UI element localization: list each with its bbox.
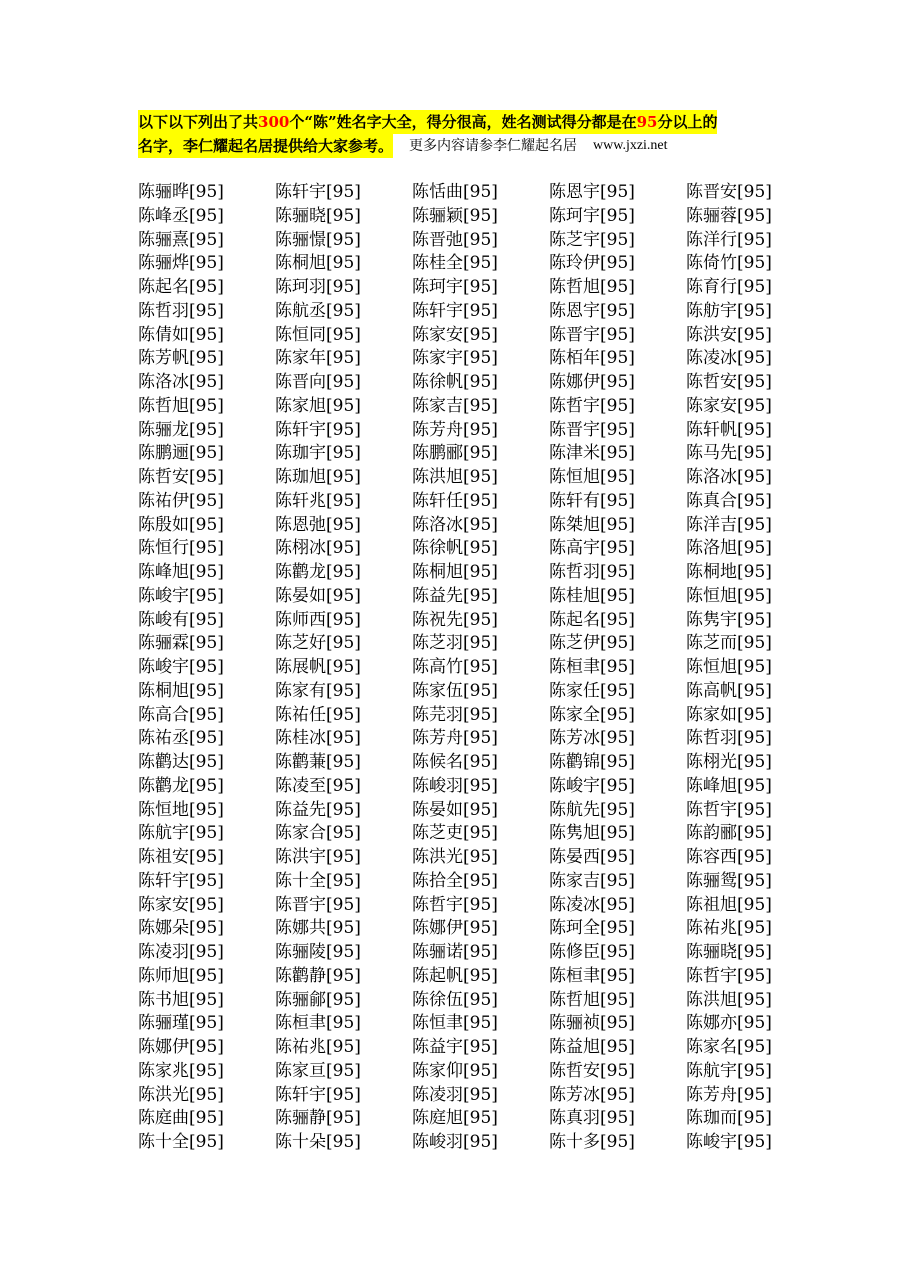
header-line-1: [138, 110, 778, 134]
name-row: [138, 276, 788, 300]
name-row: [138, 371, 788, 395]
name-entry: 陈恩弛[95]: [275, 514, 361, 535]
name-entry: 陈哲羽[95]: [686, 728, 772, 749]
name-row: [138, 609, 788, 633]
name-row: [138, 1131, 788, 1155]
name-entry: 陈庭曲[95]: [138, 1108, 224, 1129]
name-entry: 陈桓聿[95]: [549, 965, 635, 986]
name-entry: 陈鹳龙[95]: [275, 562, 361, 582]
name-entry: 陈骊瑾[95]: [138, 1013, 224, 1034]
name-entry: 陈轩兆[95]: [275, 490, 361, 511]
name-entry: 陈真合[95]: [686, 490, 772, 511]
name-entry: 陈隽宇[95]: [686, 609, 772, 630]
name-entry: 陈徐帆[95]: [412, 538, 498, 559]
name-entry: 陈骊憬[95]: [275, 229, 361, 250]
name-entry: 陈晏如[95]: [275, 585, 361, 606]
name-entry: 陈栩光[95]: [686, 752, 772, 772]
name-row: [138, 680, 788, 704]
name-entry: 陈祐兆[95]: [686, 918, 772, 939]
name-entry: 陈凌羽[95]: [138, 942, 224, 962]
name-entry: 陈家旭[95]: [275, 395, 361, 416]
name-entry: 陈峰旭[95]: [686, 775, 772, 796]
name-entry: 陈晋弛[95]: [412, 229, 498, 250]
name-row: [138, 846, 788, 870]
name-row: [138, 751, 788, 775]
name-entry: 陈芳舟[95]: [412, 728, 498, 749]
name-entry: 陈哲羽[95]: [138, 300, 224, 321]
name-entry: 陈晋向[95]: [275, 372, 361, 392]
name-entry: 陈高竹[95]: [412, 657, 498, 677]
name-entry: 陈恒行[95]: [138, 538, 224, 559]
name-entry: 陈哲宇[95]: [412, 894, 498, 915]
name-entry: 陈骊晔[95]: [138, 182, 224, 202]
more-content-text: 更多内容请参李仁耀起名居: [409, 138, 578, 154]
name-row: [138, 252, 788, 276]
name-entry: 陈益宇[95]: [412, 1037, 498, 1057]
name-entry: 陈骊晓[95]: [275, 205, 361, 226]
name-entry: 陈轩宇[95]: [275, 419, 361, 440]
name-entry: 陈益先[95]: [275, 799, 361, 820]
name-entry: 陈轩有[95]: [549, 490, 635, 511]
name-entry: 陈晋宇[95]: [275, 894, 361, 915]
name-entry: 陈桂旭[95]: [549, 585, 635, 606]
name-entry: 陈韵郦[95]: [686, 823, 772, 844]
name-row: [138, 870, 788, 894]
name-entry: 陈栩冰[95]: [275, 538, 361, 559]
name-entry: 陈书旭[95]: [138, 989, 224, 1010]
name-row: [138, 965, 788, 989]
name-entry: 陈桐旭[95]: [275, 253, 361, 274]
name-entry: 陈修臣[95]: [549, 942, 635, 962]
name-entry: 陈恒旭[95]: [549, 467, 635, 487]
name-row: [138, 704, 788, 728]
name-entry: 陈师旭[95]: [138, 965, 224, 986]
name-entry: 陈津米[95]: [549, 443, 635, 464]
name-entry: 陈家亘[95]: [275, 1060, 361, 1081]
name-row: [138, 1107, 788, 1131]
header-prefix: 以下以下列出了共: [138, 113, 259, 131]
name-entry: 陈芳冰[95]: [549, 1084, 635, 1105]
name-row: [138, 537, 788, 561]
name-entry: 陈洋行[95]: [686, 229, 772, 250]
name-entry: 陈芝羽[95]: [412, 633, 498, 654]
name-entry: 陈芳冰[95]: [549, 728, 635, 749]
header-highlight-1: [138, 110, 717, 134]
name-entry: 陈娜共[95]: [275, 918, 361, 939]
header-line-2: [138, 134, 778, 158]
name-entry: 陈骊霖[95]: [138, 633, 224, 654]
name-entry: 陈骊龙[95]: [138, 419, 224, 440]
name-entry: 陈家安[95]: [412, 324, 498, 345]
name-entry: 陈展帆[95]: [275, 657, 361, 677]
name-row: [138, 775, 788, 799]
name-entry: 陈师西[95]: [275, 609, 361, 630]
name-entry: 陈十朵[95]: [275, 1132, 361, 1152]
name-entry: 陈晏西[95]: [549, 847, 635, 867]
name-entry: 陈芳舟[95]: [412, 419, 498, 440]
name-entry: 陈骊颖[95]: [412, 205, 498, 226]
name-entry: 陈殷如[95]: [138, 514, 224, 535]
name-row: [138, 324, 788, 348]
name-entry: 陈桐旭[95]: [138, 680, 224, 701]
header-highlight-2: 名字，李仁耀起名居提供给大家参考。: [138, 134, 393, 158]
name-row: [138, 490, 788, 514]
name-entry: 陈祖旭[95]: [686, 894, 772, 915]
name-entry: 陈容西[95]: [686, 847, 772, 867]
name-entry: 陈家宇[95]: [412, 348, 498, 369]
name-entry: 陈航先[95]: [549, 799, 635, 820]
name-entry: 陈哲旭[95]: [138, 395, 224, 416]
name-entry: 陈洪光[95]: [412, 847, 498, 867]
name-entry: 陈娜伊[95]: [138, 1037, 224, 1057]
name-entry: 陈家安[95]: [138, 894, 224, 915]
name-entry: 陈洪宇[95]: [275, 847, 361, 867]
name-entry: 陈珂全[95]: [549, 918, 635, 939]
name-row: [138, 1036, 788, 1060]
document-header: [138, 110, 778, 158]
name-entry: 陈珂宇[95]: [412, 277, 498, 297]
name-row: [138, 442, 788, 466]
name-entry: 陈骊鸳[95]: [686, 870, 772, 891]
name-entry: 陈恩宇[95]: [549, 182, 635, 202]
name-entry: 陈哲宇[95]: [549, 395, 635, 416]
name-entry: 陈芝而[95]: [686, 633, 772, 654]
name-row: [138, 466, 788, 490]
name-entry: 陈桀旭[95]: [549, 514, 635, 535]
name-entry: 陈家如[95]: [686, 704, 772, 725]
name-entry: 陈祝先[95]: [412, 609, 498, 630]
name-entry: 陈家仰[95]: [412, 1060, 498, 1081]
name-entry: 陈十多[95]: [549, 1132, 635, 1152]
name-entry: 陈恒地[95]: [138, 799, 224, 820]
name-entry: 陈起名[95]: [138, 277, 224, 297]
name-entry: 陈哲安[95]: [686, 372, 772, 392]
name-entry: 陈徐伍[95]: [412, 989, 498, 1010]
name-entry: 陈祐兆[95]: [275, 1037, 361, 1057]
name-entry: 陈恒旭[95]: [686, 585, 772, 606]
name-entry: 陈栢年[95]: [549, 348, 635, 369]
name-entry: 陈隽旭[95]: [549, 823, 635, 844]
name-entry: 陈峻宇[95]: [138, 657, 224, 677]
name-row: [138, 205, 788, 229]
name-entry: 陈育行[95]: [686, 277, 772, 297]
name-entry: 陈桐旭[95]: [412, 562, 498, 582]
name-entry: 陈珈旭[95]: [275, 467, 361, 487]
name-entry: 陈娜朵[95]: [138, 918, 224, 939]
name-entry: 陈桓聿[95]: [275, 1013, 361, 1034]
name-entry: 陈高合[95]: [138, 704, 224, 725]
name-entry: 陈珈而[95]: [686, 1108, 772, 1129]
name-entry: 陈骊诺[95]: [412, 942, 498, 962]
name-entry: 陈航宇[95]: [138, 823, 224, 844]
name-entry: 陈峻宇[95]: [138, 585, 224, 606]
name-entry: 陈益旭[95]: [549, 1037, 635, 1057]
name-entry: 陈高帆[95]: [686, 680, 772, 701]
name-entry: 陈益先[95]: [412, 585, 498, 606]
name-row: [138, 1012, 788, 1036]
name-entry: 陈鹳龙[95]: [138, 775, 224, 796]
name-row: [138, 822, 788, 846]
name-entry: 陈十全[95]: [138, 1132, 224, 1152]
name-entry: 陈轩帆[95]: [686, 419, 772, 440]
name-entry: 陈恒同[95]: [275, 324, 361, 345]
name-entry: 陈家任[95]: [549, 680, 635, 701]
name-entry: 陈轩宇[95]: [138, 870, 224, 891]
name-entry: 陈家吉[95]: [412, 395, 498, 416]
name-entry: 陈哲羽[95]: [549, 562, 635, 582]
name-entry: 陈桂冰[95]: [275, 728, 361, 749]
name-entry: 陈家有[95]: [275, 680, 361, 701]
name-entry: 陈桂全[95]: [412, 253, 498, 274]
name-entry: 陈洛冰[95]: [138, 372, 224, 392]
name-row: [138, 514, 788, 538]
name-entry: 陈祐伊[95]: [138, 490, 224, 511]
name-entry: 陈芫羽[95]: [412, 704, 498, 725]
name-entry: 陈芝伊[95]: [549, 633, 635, 654]
name-entry: 陈家兆[95]: [138, 1060, 224, 1081]
name-entry: 陈晏如[95]: [412, 799, 498, 820]
name-entry: 陈芝好[95]: [275, 633, 361, 654]
name-row: [138, 561, 788, 585]
name-entry: 陈哲宇[95]: [686, 799, 772, 820]
name-entry: 陈骊烨[95]: [138, 253, 224, 274]
name-entry: 陈徐帆[95]: [412, 372, 498, 392]
name-row: [138, 799, 788, 823]
name-entry: 陈真羽[95]: [549, 1108, 635, 1129]
name-entry: 陈晋宇[95]: [549, 419, 635, 440]
name-entry: 陈高宇[95]: [549, 538, 635, 559]
name-entry: 陈鹏逦[95]: [138, 443, 224, 464]
name-entry: 陈家名[95]: [686, 1037, 772, 1057]
name-entry: 陈芳帆[95]: [138, 348, 224, 369]
name-row: [138, 419, 788, 443]
name-entry: 陈恒旭[95]: [686, 657, 772, 677]
name-entry: 陈家全[95]: [549, 704, 635, 725]
name-entry: 陈鹏郦[95]: [412, 443, 498, 464]
name-entry: 陈鹳静[95]: [275, 965, 361, 986]
name-entry: 陈骊陵[95]: [275, 942, 361, 962]
name-entry: 陈娜伊[95]: [549, 372, 635, 392]
name-entry: 陈家年[95]: [275, 348, 361, 369]
name-entry: 陈家安[95]: [686, 395, 772, 416]
header-suffix: 分以上的: [657, 113, 718, 131]
score-threshold: 95: [636, 113, 658, 131]
name-entry: 陈娜伊[95]: [412, 918, 498, 939]
name-entry: 陈凌羽[95]: [412, 1084, 498, 1105]
name-entry: 陈航丞[95]: [275, 300, 361, 321]
name-entry: 陈洪旭[95]: [686, 989, 772, 1010]
name-entry: 陈洪安[95]: [686, 324, 772, 345]
name-entry: 陈晋安[95]: [686, 182, 772, 202]
name-entry: 陈桓聿[95]: [549, 657, 635, 677]
name-entry: 陈祐任[95]: [275, 704, 361, 725]
name-entry: 陈恒聿[95]: [412, 1013, 498, 1034]
name-entry: 陈洛冰[95]: [412, 514, 498, 535]
name-entry: 陈峻宇[95]: [686, 1132, 772, 1152]
name-entry: 陈玲伊[95]: [549, 253, 635, 274]
name-entry: 陈哲旭[95]: [549, 277, 635, 297]
name-row: [138, 917, 788, 941]
name-entry: 陈恬曲[95]: [412, 182, 498, 202]
name-entry: 陈候名[95]: [412, 752, 498, 772]
name-row: [138, 395, 788, 419]
name-entry: 陈骊鄃[95]: [275, 989, 361, 1010]
name-entry: 陈祐丞[95]: [138, 728, 224, 749]
name-entry: 陈芝吏[95]: [412, 823, 498, 844]
name-entry: 陈晋宇[95]: [549, 324, 635, 345]
name-entry: 陈骊祯[95]: [549, 1013, 635, 1034]
name-entry: 陈峻宇[95]: [549, 775, 635, 796]
name-entry: 陈珈宇[95]: [275, 443, 361, 464]
name-row: [138, 894, 788, 918]
name-row: [138, 941, 788, 965]
name-entry: 陈洋吉[95]: [686, 514, 772, 535]
name-entry: 陈芳舟[95]: [686, 1084, 772, 1105]
name-grid: [138, 181, 788, 1155]
name-entry: 陈家伍[95]: [412, 680, 498, 701]
name-entry: 陈轩宇[95]: [412, 300, 498, 321]
name-entry: 陈起名[95]: [549, 609, 635, 630]
name-entry: 陈祖安[95]: [138, 847, 224, 867]
name-entry: 陈峻羽[95]: [412, 1132, 498, 1152]
name-entry: 陈鹳锦[95]: [549, 752, 635, 772]
name-entry: 陈峻羽[95]: [412, 775, 498, 796]
name-row: [138, 656, 788, 680]
name-entry: 陈洪光[95]: [138, 1084, 224, 1105]
name-row: [138, 347, 788, 371]
name-row: [138, 632, 788, 656]
name-entry: 陈骊熹[95]: [138, 229, 224, 250]
name-entry: 陈拾全[95]: [412, 870, 498, 891]
name-entry: 陈航宇[95]: [686, 1060, 772, 1081]
name-entry: 陈峻有[95]: [138, 609, 224, 630]
name-entry: 陈芝宇[95]: [549, 229, 635, 250]
name-entry: 陈娜亦[95]: [686, 1013, 772, 1034]
name-row: [138, 585, 788, 609]
name-entry: 陈恩宇[95]: [549, 300, 635, 321]
name-entry: 陈骊晓[95]: [686, 942, 772, 962]
name-row: [138, 300, 788, 324]
name-entry: 陈骊蓉[95]: [686, 205, 772, 226]
name-entry: 陈洛冰[95]: [686, 467, 772, 487]
name-entry: 陈哲宇[95]: [686, 965, 772, 986]
name-entry: 陈珂宇[95]: [549, 205, 635, 226]
name-entry: 陈凌冰[95]: [549, 894, 635, 915]
name-entry: 陈凌冰[95]: [686, 348, 772, 369]
name-entry: 陈舫宇[95]: [686, 300, 772, 321]
name-entry: 陈哲安[95]: [138, 467, 224, 487]
name-entry: 陈桐地[95]: [686, 562, 772, 582]
name-entry: 陈峰旭[95]: [138, 562, 224, 582]
header-mid: 个“陈”姓名字大全，得分很高，姓名测试得分都是在: [289, 113, 637, 131]
name-entry: 陈马先[95]: [686, 443, 772, 464]
name-entry: 陈倩如[95]: [138, 324, 224, 345]
name-entry: 陈鹳达[95]: [138, 752, 224, 772]
name-entry: 陈十全[95]: [275, 870, 361, 891]
name-entry: 陈轩宇[95]: [275, 182, 361, 202]
name-row: [138, 1060, 788, 1084]
site-url: www.jxzi.net: [593, 138, 668, 153]
name-entry: 陈峰丞[95]: [138, 205, 224, 226]
name-entry: 陈哲安[95]: [549, 1060, 635, 1081]
name-entry: 陈轩宇[95]: [275, 1084, 361, 1105]
name-entry: 陈凌至[95]: [275, 775, 361, 796]
name-entry: 陈家合[95]: [275, 823, 361, 844]
name-entry: 陈洛旭[95]: [686, 538, 772, 559]
name-row: [138, 989, 788, 1013]
name-row: [138, 229, 788, 253]
name-entry: 陈轩任[95]: [412, 490, 498, 511]
name-entry: 陈起帆[95]: [412, 965, 498, 986]
name-entry: 陈鹳蒹[95]: [275, 752, 361, 772]
name-entry: 陈庭旭[95]: [412, 1108, 498, 1129]
name-row: [138, 1084, 788, 1108]
name-entry: 陈家吉[95]: [549, 870, 635, 891]
name-entry: 陈倚竹[95]: [686, 253, 772, 274]
name-entry: 陈珂羽[95]: [275, 277, 361, 297]
name-entry: 陈洪旭[95]: [412, 467, 498, 487]
name-entry: 陈哲旭[95]: [549, 989, 635, 1010]
name-entry: 陈骊静[95]: [275, 1108, 361, 1129]
name-count: 300: [258, 113, 290, 131]
name-row: [138, 727, 788, 751]
name-row: [138, 181, 788, 205]
